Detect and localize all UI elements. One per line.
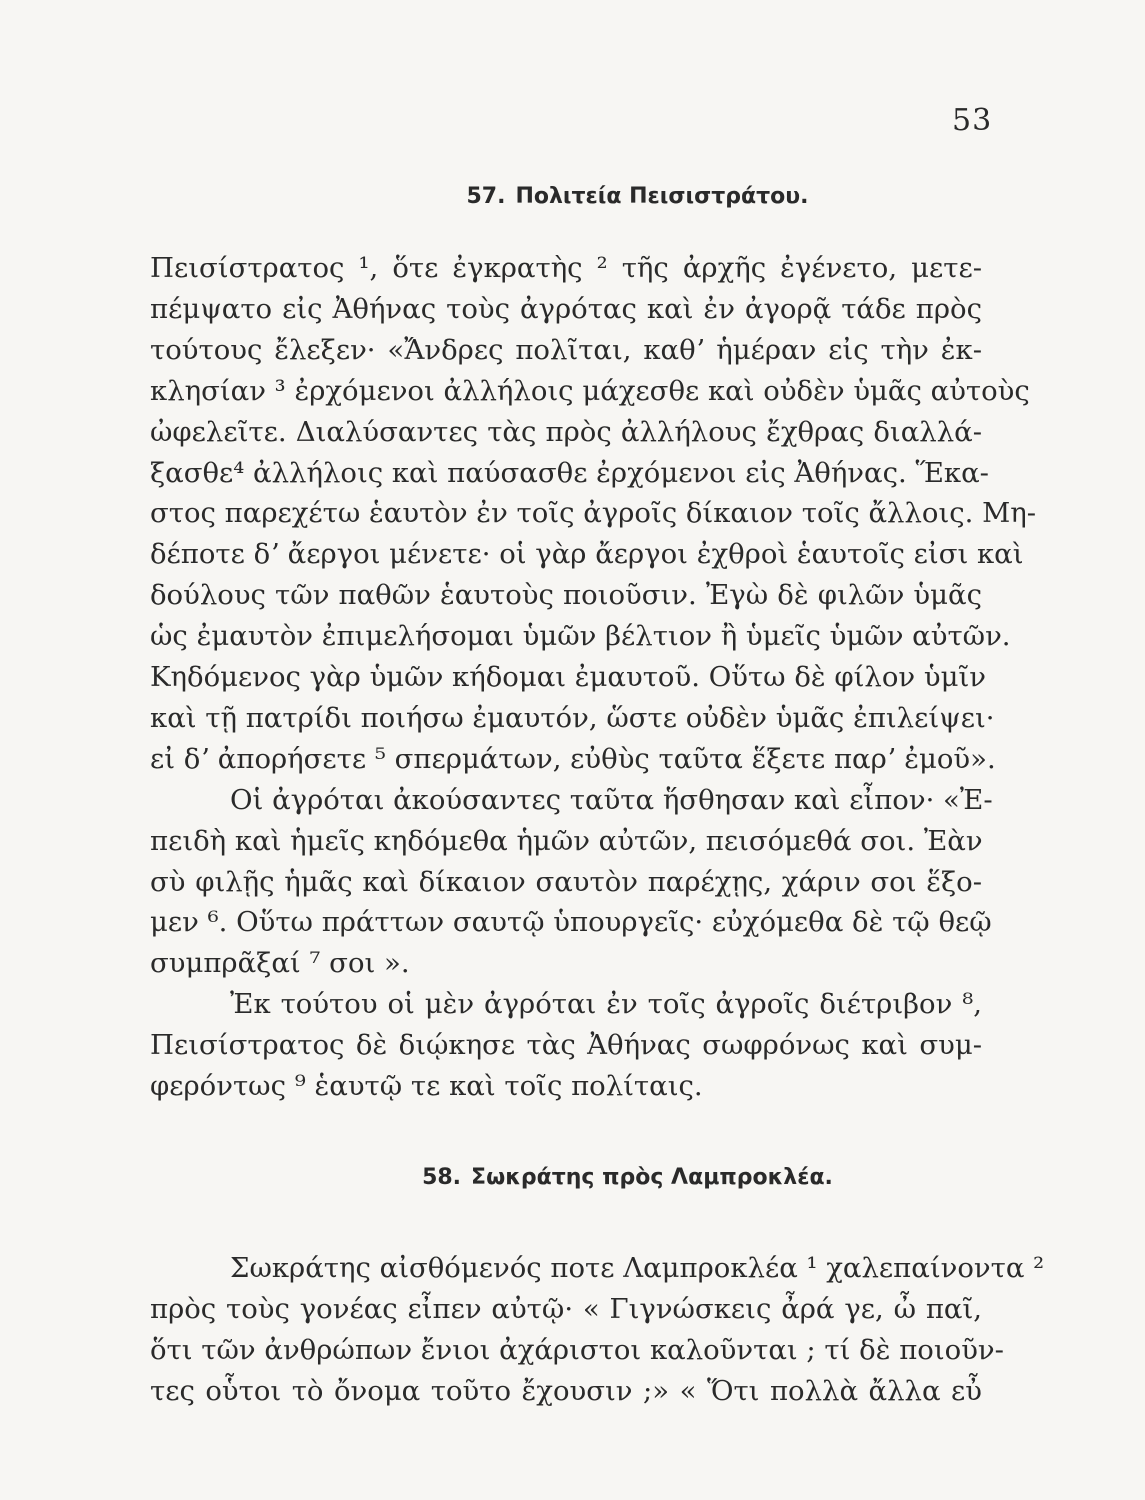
text-line: Πεισίστρατος δὲ διῴκησε τὰς Ἀθήνας σωφρόνως καὶ συμ-: [150, 1029, 982, 1062]
section-57-title: Πολιτεία Πεισιστράτου.: [515, 184, 809, 209]
page-number: 53: [952, 103, 993, 138]
text-line: πέμψατο εἰς Ἀθήνας τοὺς ἀγρότας καὶ ἐν ἀγορᾷ τάδε πρὸς: [150, 292, 982, 325]
text-line: φερόντως ⁹ ἑαυτῷ τε καὶ τοῖς πολίταις.: [150, 1070, 703, 1102]
text-line: Κηδόμενος γὰρ ὑμῶν κήδομαι ἐμαυτοῦ. Οὕτω δὲ φίλον ὑμῖν: [150, 661, 986, 693]
text-line: πειδὴ καὶ ἡμεῖς κηδόμεθα ἡμῶν αὐτῶν, πεισόμεθά σοι. Ἐὰν: [150, 824, 983, 857]
text-line: μεν ⁶. Οὕτω πράττων σαυτῷ ὑπουργεῖς· εὐχόμεθα δὲ τῷ θεῷ: [150, 906, 992, 939]
section-58-number: 58.: [422, 1165, 462, 1190]
text-line: πρὸς τοὺς γονέας εἶπεν αὐτῷ· « Γιγνώσκεις ἆρά γε, ὦ παῖ,: [150, 1292, 982, 1325]
section-57-heading: [0, 184, 1145, 209]
text-line: κλησίαν ³ ἐρχόμενοι ἀλλήλοις μάχεσθε καὶ οὐδὲν ὑμᾶς αὐτοὺς: [150, 374, 1030, 407]
text-line: καὶ τῇ πατρίδι ποιήσω ἐμαυτόν, ὥστε οὐδὲν ὑμᾶς ἐπιλείψει·: [150, 701, 995, 734]
text-line: τούτους ἔλεξεν· «Ἄνδρες πολῖται, καθʼ ἡμέραν εἰς τὴν ἐκ-: [150, 333, 982, 366]
text-line: Ἐκ τούτου οἱ μὲν ἀγρόται ἐν τοῖς ἀγροῖς διέτριβον ⁸,: [230, 988, 982, 1021]
section-58-title: Σωκράτης πρὸς Λαμπροκλέα.: [471, 1165, 833, 1190]
text-line: ὠφελεῖτε. Διαλύσαντες τὰς πρὸς ἀλλήλους ἔχθρας διαλλά-: [150, 415, 982, 448]
text-line: δέποτε δʼ ἄεργοι μένετε· οἱ γὰρ ἄεργοι ἐχθροὶ ἑαυτοῖς εἰσι καὶ: [150, 538, 1024, 571]
text-line: συμπρᾶξαί ⁷ σοι ».: [150, 947, 410, 980]
text-line: δούλους τῶν παθῶν ἑαυτοὺς ποιοῦσιν. Ἐγὼ δὲ φιλῶν ὑμᾶς: [150, 579, 982, 612]
text-line: τες οὗτοι τὸ ὄνομα τοῦτο ἔχουσιν ;» « Ὅτι πολλὰ ἄλλα εὖ: [150, 1374, 982, 1407]
text-line: εἰ δʼ ἀπορήσετε ⁵ σπερμάτων, εὐθὺς ταῦτα ἕξετε παρʼ ἐμοῦ».: [150, 742, 996, 775]
text-line: στος παρεχέτω ἑαυτὸν ἐν τοῖς ἀγροῖς δίκαιον τοῖς ἄλλοις. Μη-: [150, 497, 1037, 530]
text-line: Σωκράτης αἰσθόμενός ποτε Λαμπροκλέα ¹ χαλεπαίνοντα ²: [230, 1252, 1045, 1284]
text-line: ὅτι τῶν ἀνθρώπων ἔνιοι ἀχάριστοι καλοῦνται ; τί δὲ ποιοῦν-: [150, 1333, 1004, 1366]
text-line: σὺ φιλῇς ἡμᾶς καὶ δίκαιον σαυτὸν παρέχῃς, χάριν σοι ἕξο-: [150, 865, 982, 898]
text-line: Πεισίστρατος ¹, ὅτε ἐγκρατὴς ² τῆς ἀρχῆς ἐγένετο, μετε-: [150, 252, 982, 284]
section-57-number: 57.: [466, 184, 506, 209]
section-58-heading: [0, 1165, 1145, 1190]
text-line: ὡς ἐμαυτὸν ἐπιμελήσομαι ὑμῶν βέλτιον ἢ ὑμεῖς ὑμῶν αὐτῶν.: [150, 620, 1011, 653]
text-line: Οἱ ἀγρόται ἀκούσαντες ταῦτα ἥσθησαν καὶ εἶπον· «Ἐ-: [230, 783, 993, 816]
text-line: ξασθε⁴ ἀλλήλοις καὶ παύσασθε ἐρχόμενοι εἰς Ἀθήνας. Ἕκα-: [150, 456, 989, 489]
